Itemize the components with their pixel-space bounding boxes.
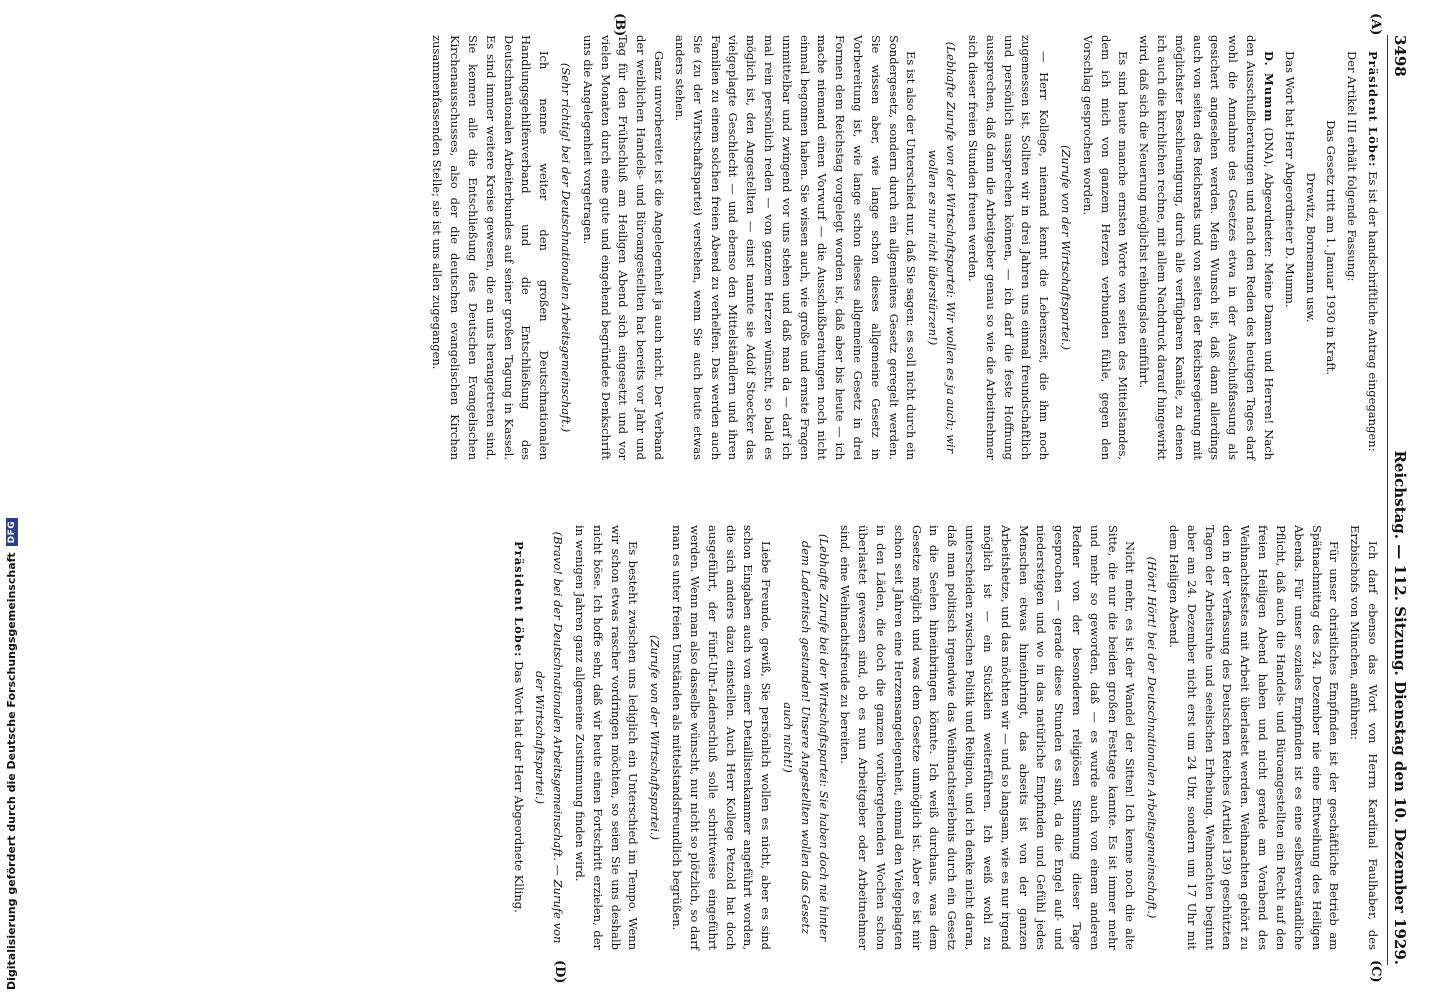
paragraph-text: (Sehr richtig! bei der Deutschnationalen Arbeitsgemeinschaft.) xyxy=(559,62,574,433)
margin-marker-d: (D) xyxy=(552,960,567,984)
paragraph-text: Das Wort hat Herr Abgeordneter D. Mumm. xyxy=(1282,51,1297,308)
margin-marker-a: (A) xyxy=(1368,13,1383,36)
margin-marker-c: (C) xyxy=(1368,960,1383,983)
paragraph xyxy=(836,525,1139,950)
right-column xyxy=(506,525,1381,950)
interjection xyxy=(1056,35,1074,460)
paragraph xyxy=(1342,35,1360,460)
dfg-logo: DFG xyxy=(6,518,18,547)
paragraph-text: Das Gesetz tritt am 1. Januar 1930 in Kraft. xyxy=(1324,120,1339,375)
paragraph-text: (Bravo! bei der Deutschnationalen Arbeitsgemeinschaft. — Zurufe von der Wirtschaftspartei.) xyxy=(533,531,566,944)
paragraph-text: (Lebhafte Zurufe bei der Wirtschaftspartei: Sie haben doch nie hinter dem Ladentisch gestanden! Unsere Angestellten wollen das Gesetz auch nicht!) xyxy=(781,533,831,942)
paragraph-text: (Zurufe von der Wirtschaftspartei.) xyxy=(1059,144,1073,351)
paragraph-text: Nicht mehr, es ist der Wandel der Sitten! Ich kenne noch die alte Sitte, die nur die beiden großen Festtage kannte. Es ist immer mehr und mehr so geworden, daß — es wurde auch von einem anderen Redner von der besonderen religiösen Stimmung dieser Tage gesprochen — gerade diese Stunden es sind, da die Engel auf- und niedersteigen und wo in das natürliche Empfinden und Gefühl jedes Menschen etwas hineinbringt, das abseits ist von der ganzen Arbeitshetze, und das möchten wir — und so langsam, wie es nur irgend möglich ist — ein Stücklein weiterführen. Ich weiß wohl zu unterscheiden zwischen Politik und Religion, und ich denke nicht daran, daß man politisch irgendwie das Weihnachtserlebnis durch ein Gesetz in die Seelen hineinbringen könnte. Ich weiß durchaus, was dem Gesetze möglich und was dem Gesetze unmöglich ist. Aber es ist mir schon seit Jahren eine Herzensangelegenheit, einmal den Vielgeplagten in den Läden, die doch die ganzen vorübergehenden Wochen schon überlastet gewesen sind, ob es nun Arbeitgeber oder Arbeitnehmer sind, eine Weihnachtsfreude zu bereiten. xyxy=(838,525,1138,950)
paragraph xyxy=(428,35,553,460)
interjection xyxy=(924,35,960,460)
paragraph-text: Der Artikel III erhält folgende Fassung: xyxy=(1345,51,1360,282)
paragraph-text: (DNA), Abgeordneter: Meine Damen und Herren! Nach den Ausschußberatungen und nach den Reden des heutigen Tages darf wohl die Annahme des Gesetzes etwa in der Ausschußfassung als gesichert angesehen werden. Mein Wunsch ist, daß dann allerdings auch von seiten des Reichsrats und von seiten der Reichsregierung mit möglichster Beschleunigung, durch alle verfügbaren Kanäle, zu denen ich auch die kirchlichen rechne, mit allem Nachdruck darauf hingewirkt wird, daß sich die Neuerung möglichst reibungslos einführt. xyxy=(1137,35,1276,461)
centered-line xyxy=(1322,35,1340,460)
paragraph-text: (Hört! Hört! bei der Deutschnationalen Arbeitsgemeinschaft.) xyxy=(1145,556,1160,919)
page-number: 3498 xyxy=(1391,35,1409,77)
interjection xyxy=(646,525,664,950)
document-page xyxy=(7,5,1427,995)
interjection xyxy=(1142,525,1160,950)
paragraph-text: — Herr Kollege, niemand kennt die Lebenszeit, die ihm noch zugemessen ist. Sollten wir in drei Jahren uns einmal freundschaftlich und persönlich aussprechen können, — ich darf die feste Hoffnung aussprechen, daß dann die Arbeitgeber genau so wie die Arbeitnehmer sich dieser freien Stunden freuen werden. xyxy=(965,35,1052,460)
paragraph xyxy=(1363,35,1381,460)
interjection xyxy=(556,35,574,460)
paragraph-text: Es ist der handschriftliche Antrag eingegangen: xyxy=(1366,171,1380,452)
paragraph xyxy=(509,525,527,950)
speaker-name: Präsident Löbe: xyxy=(511,541,526,658)
paragraph xyxy=(1345,525,1381,950)
digitization-credit xyxy=(5,518,18,990)
paragraph-text: Das Wort hat der Herr Abgeordnete Klling. xyxy=(511,661,526,913)
speaker-name: D. Mumm xyxy=(1261,51,1276,123)
paragraph-text: Ich darf ebenso das Wort von Herrn Kardinal Faulhaber, des Erzbischofs von München, anführen: xyxy=(1348,525,1380,950)
paragraph-text: Für unser christliches Empfinden ist der geschäftliche Betrieb am Spätnachmittag des 24. Dezember nie eine Entweihung des Heiligen Abends. Für unser soziales Empfinden ist es eine selbstverständliche Pflicht, daß auch die Handels- und Büroangestellten ein Recht auf den freien Heiligen Abend haben und nicht gerade am Vorabend des Weihnachtsfestes mit Arbeit überlastet werden. Weihnachten gehört zu den in der Verfassung des Deutschen Reiches (Artikel 139) geschützten Tagen der Arbeitsruhe und seelischen Erhebung. Weihnachten beginnt aber am 24. Dezember nicht erst um 24 Uhr, sondern um 17 Uhr mit dem Heiligen Abend. xyxy=(1167,525,1342,950)
centered-line xyxy=(1301,35,1319,460)
left-column xyxy=(425,35,1381,460)
paragraph xyxy=(667,525,774,950)
paragraph-text: Ganz unvorbereitet ist die Angelegenheit ja auch nicht. Der Verband der weiblichen Handels- und Büroangestellten hat bereits vor Jahr und Tag für den Frühschluß am Heiligen Abend sich eingesetzt und vor vielen Monaten durch eine gute und eingehend begründete Denkschrift uns die Angelegenheit vorgetragen. xyxy=(580,35,667,460)
paragraph-text: Es ist also der Unterschied nur, daß Sie sagen: es soll nicht durch ein Sondergesetz, sondern durch ein allgemeines Gesetz geregelt werden. Sie wissen aber, wie lange schon dieses allgemeine Gesetz in Vorbereitung ist, wie lange schon dieses allgemeine Gesetz in drei Formen dem Reichstag vorgelegt worden ist, daß aber bis heute — ich mache niemand einen Vorwurf — die Ausschußberatungen noch nicht einmal begonnen haben. Sie wissen auch, wie große und ernste Fragen unmittelbar und zwingend vor uns stehen und daß man da — darf ich mal rein persönlich reden — von ganzem Herzen wünscht, so bald es möglich ist, den Angestellten — einst nannte sie Adolf Stoecker das vielgeplagte Geschlecht — und ebenso den Mittelständlern und ihren Familien zu einem solchen freien Abend zu verhelfen. Das werden auch Sie (zu der Wirtschaftspartei) verstehen, wenn Sie auch heute etwas anders stehen. xyxy=(672,35,919,460)
paragraph xyxy=(1164,525,1342,950)
paragraph xyxy=(1280,35,1298,460)
margin-marker-b: (B) xyxy=(612,13,627,37)
paragraph xyxy=(963,35,1052,460)
paragraph-text: Liebe Freunde, gewiß, Sie persönlich wollen es nicht, aber es sind schon Eingaben auch von einer Detaillistenkammer angeführt worden, die sich anders dazu einstellen. Auch Herr Kollege Petzold hat doch ausgeführt, der Fünf-Uhr-Ladenschluß solle schrittweise eingeführt werden. Wenn man also dasselbe wünscht, nur nicht so plötzlich, so darf man es unter freien Umständen als mittelstandsfreundlich begrüßen. xyxy=(670,525,774,950)
paragraph xyxy=(670,35,919,460)
paragraph-text: Ich nenne weiter den großen Deutschnationalen Handlungsgehilfenverband und die Entschließung des Deutschnationalen Arbeiterbundes auf seiner großen Tagung in Kassel. Es sind immer weitere Kreise gewesen, die an uns herangetreten sind. Sie kennen alle die Entschließung des Deutschen Evangelischen Kirchenausschusses, also der die deutschen evangelischen Kirchen zusammenfassenden Stelle; sie ist uns allen zugegangen. xyxy=(430,35,552,460)
paragraph xyxy=(578,35,667,460)
paragraph-text: (Lebhafte Zurufe von der Wirtschaftspartei: Wir wollen es ja auch; wir wollen es nur nicht überstürzen!) xyxy=(926,41,959,454)
page-header xyxy=(1387,35,1413,965)
paragraph-text: Drewitz, Bornemann usw. xyxy=(1303,172,1318,323)
paragraph-text: Es besteht zwischen uns lediglich ein Unterschied im Tempo. Wenn wir schon etwas rascher vordringen möchten, so seien Sie uns deshalb nicht böse. Ich hoffe sehr, daß wir heute einen Fortschritt erzielen, der in wenigen Jahren ganz allgemeine Zustimmung finden wird. xyxy=(573,525,641,950)
paragraph xyxy=(570,525,641,950)
paragraph xyxy=(1134,35,1277,460)
paragraph-text: (Zurufe von der Wirtschaftspartei.) xyxy=(648,634,663,841)
speaker-name: Präsident Löbe: xyxy=(1366,51,1380,168)
page-title: Reichstag. — 112. Sitzung. Dienstag den 10. Dezember 1929. xyxy=(1391,450,1409,965)
interjection xyxy=(778,525,831,950)
credit-text: Digitalisierung gefördert durch die Deutsche Forschungsgemeinschaft xyxy=(5,552,18,990)
paragraph xyxy=(1078,35,1131,460)
paragraph-text: Es sind heute manche ernsten Worte von seiten des Mittelstandes, dem ich mich von ganzem Herzen verbunden fühle, gegen den Vorschlag gesprochen worden. xyxy=(1080,35,1131,460)
interjection xyxy=(531,525,567,950)
